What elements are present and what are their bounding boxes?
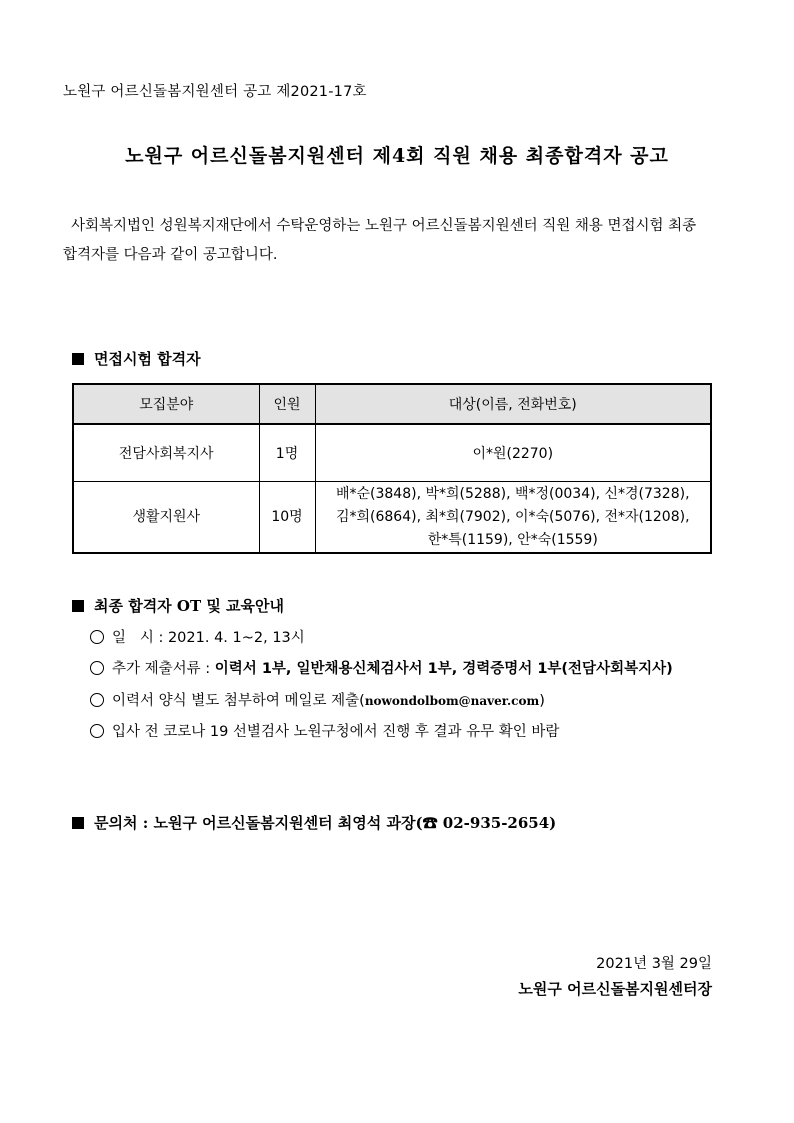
cell-targets: 이*원(2270) — [315, 424, 711, 482]
square-bullet-icon — [72, 817, 84, 829]
list-item-schedule — [90, 626, 305, 647]
target-line: 김*희(6864), 최*희(7902), 이*숙(5076), 전*자(1208), — [335, 508, 690, 525]
header-field: 모집분야 — [73, 384, 259, 424]
phone-icon: ☎ — [422, 814, 438, 832]
table-header-row — [73, 384, 711, 424]
results-table — [72, 383, 712, 554]
document-number: 노원구 어르신돌봄지원센터 공고 제2021-17호 — [63, 84, 367, 100]
covid-text: 입사 전 코로나 19 선별검사 노원구청에서 진행 후 결과 유무 확인 바람 — [112, 724, 560, 740]
intro-line-2: 합격자를 다음과 같이 공고합니다. — [63, 247, 278, 263]
list-item-documents — [90, 657, 673, 678]
header-count: 인원 — [259, 384, 315, 424]
circle-bullet-icon — [90, 693, 104, 707]
contact-label: 문의처 : 노원구 어르신돌봄지원센터 최영석 과장( — [94, 814, 423, 832]
cell-count: 10명 — [259, 482, 315, 554]
page-title: 노원구 어르신돌봄지원센터 제4회 직원 채용 최종합격자 공고 — [125, 145, 669, 167]
circle-bullet-icon — [90, 724, 104, 738]
section-heading-label: 면접시험 합격자 — [94, 350, 201, 368]
resume-close: ) — [539, 693, 545, 709]
contact-line — [72, 812, 556, 833]
target-line: 배*순(3848), 박*희(5288), 백*정(0034), 신*경(7328), — [335, 485, 690, 502]
target-line: 한*특(1159), 안*숙(1559) — [427, 531, 598, 548]
square-bullet-icon — [72, 600, 84, 612]
cell-targets — [315, 482, 711, 554]
circle-bullet-icon — [90, 630, 104, 644]
signer: 노원구 어르신돌봄지원센터장 — [518, 980, 712, 998]
section-heading-interview — [72, 348, 201, 369]
issue-date: 2021년 3월 29일 — [596, 956, 712, 972]
intro-line-1: 사회복지법인 성원복지재단에서 수탁운영하는 노원구 어르신돌봄지원센터 직원 채용 면접시험 최종 — [71, 218, 697, 234]
schedule-text: 일 시 : 2021. 4. 1~2, 13시 — [112, 630, 305, 646]
cell-field: 전담사회복지사 — [73, 424, 259, 482]
circle-bullet-icon — [90, 661, 104, 675]
section-heading-label: 최종 합격자 OT 및 교육안내 — [94, 597, 285, 615]
contact-phone: 02-935-2654) — [437, 814, 557, 832]
documents-value: 이력서 1부, 일반채용신체검사서 1부, 경력증명서 1부(전담사회복지사) — [214, 661, 673, 677]
header-targets: 대상(이름, 전화번호) — [315, 384, 711, 424]
section-heading-ot — [72, 595, 284, 616]
list-item-covid — [90, 720, 559, 741]
documents-label: 추가 제출서류 : — [112, 661, 215, 677]
table-row — [73, 482, 711, 554]
resume-email[interactable]: nowondolbom@naver.com — [364, 694, 540, 708]
resume-text: 이력서 양식 별도 첨부하여 메일로 제출( — [112, 693, 365, 709]
cell-field: 생활지원사 — [73, 482, 259, 554]
square-bullet-icon — [72, 353, 84, 365]
intro-paragraph — [63, 212, 723, 270]
list-item-resume — [90, 689, 545, 710]
table-row — [73, 424, 711, 482]
cell-count: 1명 — [259, 424, 315, 482]
